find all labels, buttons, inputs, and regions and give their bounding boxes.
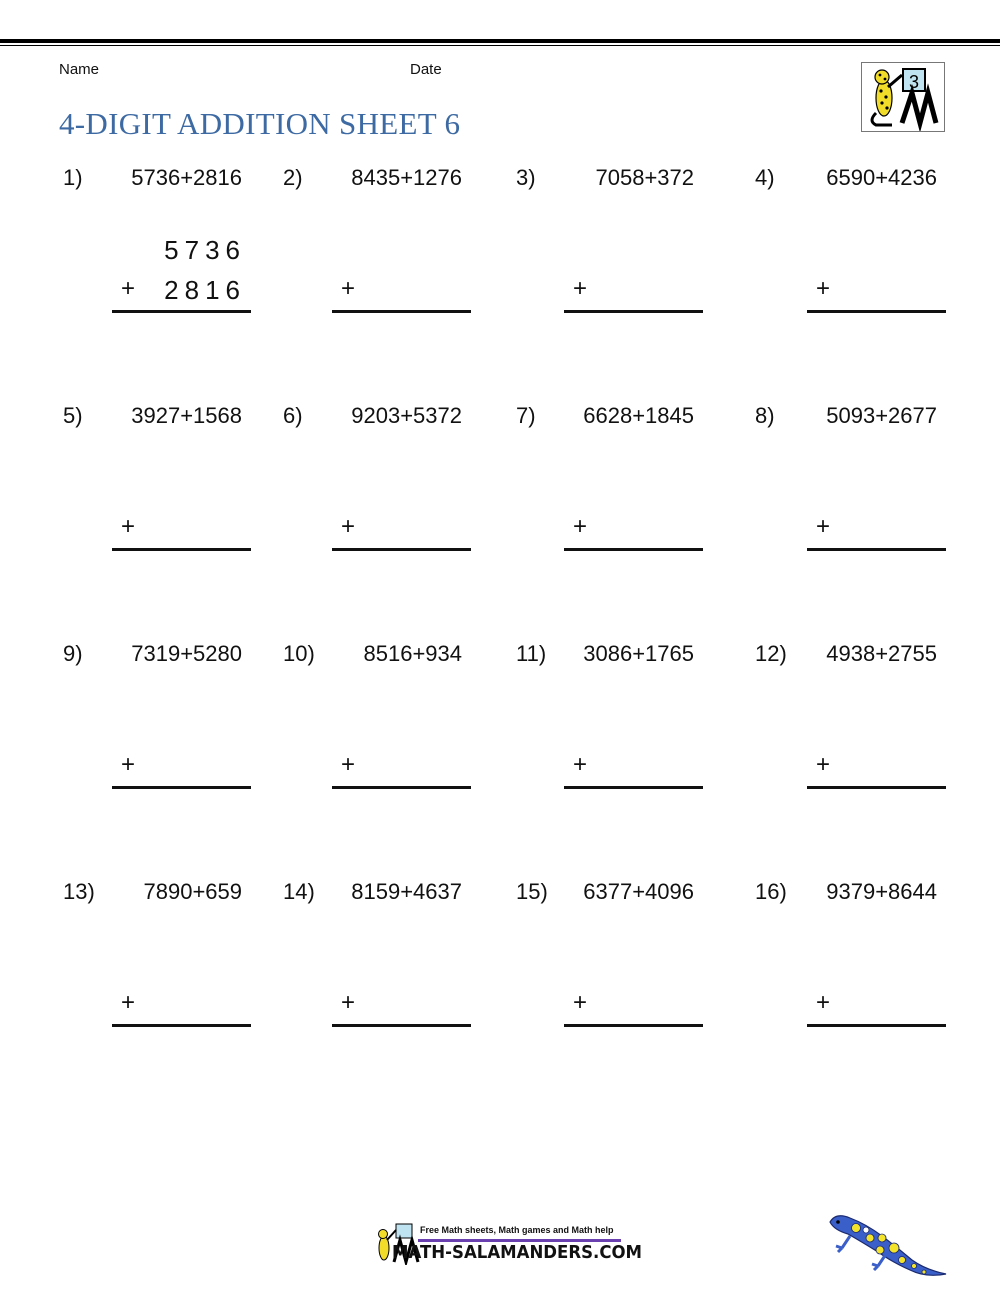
answer-line[interactable]	[564, 786, 703, 789]
plus-sign: +	[816, 513, 831, 540]
problem-number: 2)	[283, 165, 303, 190]
plus-sign: +	[341, 751, 356, 778]
plus-sign: +	[121, 513, 136, 540]
problem-number: 11)	[516, 641, 547, 666]
footer-site-link[interactable]: MATH-SALAMANDERS.COM	[392, 1242, 643, 1263]
problem-expression: 9379+8644	[826, 879, 937, 904]
problem-number: 6)	[283, 403, 303, 428]
answer-line[interactable]	[807, 786, 946, 789]
plus-sign: +	[573, 989, 588, 1016]
problem-number: 8)	[755, 403, 775, 428]
problem-expression: 6590+4236	[826, 165, 937, 190]
plus-sign: +	[816, 989, 831, 1016]
problem-expression: 8516+934	[363, 641, 462, 666]
problem-expression: 4938+2755	[826, 641, 937, 666]
plus-sign: +	[341, 513, 356, 540]
answer-line[interactable]	[332, 548, 471, 551]
problem-number: 14)	[283, 879, 315, 904]
problem-number: 1)	[63, 165, 83, 190]
problem-expression: 3086+1765	[583, 641, 694, 666]
problem-expression: 5093+2677	[826, 403, 937, 428]
plus-sign: +	[573, 751, 588, 778]
vertical-bottom-number: 2816	[164, 275, 246, 305]
problem-number: 16)	[755, 879, 787, 904]
name-label: Name	[59, 61, 100, 78]
problem-expression: 9203+5372	[351, 403, 462, 428]
problem-number: 4)	[755, 165, 775, 190]
problem-number: 7)	[516, 403, 536, 428]
answer-line[interactable]	[564, 1024, 703, 1027]
answer-line[interactable]	[332, 786, 471, 789]
footer-tagline: Free Math sheets, Math games and Math help	[420, 1225, 614, 1235]
blue-spotted-salamander-icon	[826, 1208, 950, 1283]
problem-number: 9)	[63, 641, 83, 666]
problem-expression: 7890+659	[143, 879, 242, 904]
salamander-easel-grade-3-icon	[861, 62, 945, 132]
plus-sign: +	[816, 751, 831, 778]
plus-sign: +	[121, 751, 136, 778]
answer-line[interactable]	[332, 1024, 471, 1027]
problem-number: 10)	[283, 641, 315, 666]
answer-line[interactable]	[112, 786, 251, 789]
problem-expression: 5736+2816	[131, 165, 242, 190]
problem-expression: 7319+5280	[131, 641, 242, 666]
problem-expression: 8159+4637	[351, 879, 462, 904]
problem-number: 12)	[755, 641, 787, 666]
plus-sign: +	[816, 275, 831, 302]
problem-expression: 6377+4096	[583, 879, 694, 904]
answer-line[interactable]	[112, 1024, 251, 1027]
problem-expression: 3927+1568	[131, 403, 242, 428]
answer-line[interactable]	[807, 1024, 946, 1027]
plus-sign: +	[573, 513, 588, 540]
problem-number: 15)	[516, 879, 548, 904]
page-title: 4-DIGIT ADDITION SHEET 6	[59, 106, 461, 141]
answer-line[interactable]	[564, 548, 703, 551]
plus-sign: +	[341, 989, 356, 1016]
problem-expression: 6628+1845	[583, 403, 694, 428]
plus-sign: +	[341, 275, 356, 302]
answer-line[interactable]	[112, 548, 251, 551]
plus-sign: +	[121, 989, 136, 1016]
math-salamanders-footer-logo[interactable]	[370, 1220, 643, 1265]
top-rule-thick	[0, 39, 1000, 43]
answer-line[interactable]	[807, 310, 946, 313]
answer-line[interactable]	[564, 310, 703, 313]
answer-line[interactable]	[332, 310, 471, 313]
plus-sign: +	[573, 275, 588, 302]
top-rule-thin	[0, 45, 1000, 46]
grade-number: 3	[908, 72, 920, 92]
problem-expression: 7058+372	[595, 165, 694, 190]
answer-line[interactable]	[112, 310, 251, 313]
problem-number: 5)	[63, 403, 83, 428]
date-label: Date	[410, 61, 442, 78]
problem-expression: 8435+1276	[351, 165, 462, 190]
plus-sign: +	[121, 275, 136, 302]
vertical-top-number: 5736	[164, 235, 246, 265]
problem-number: 13)	[63, 879, 95, 904]
answer-line[interactable]	[807, 548, 946, 551]
problem-number: 3)	[516, 165, 536, 190]
